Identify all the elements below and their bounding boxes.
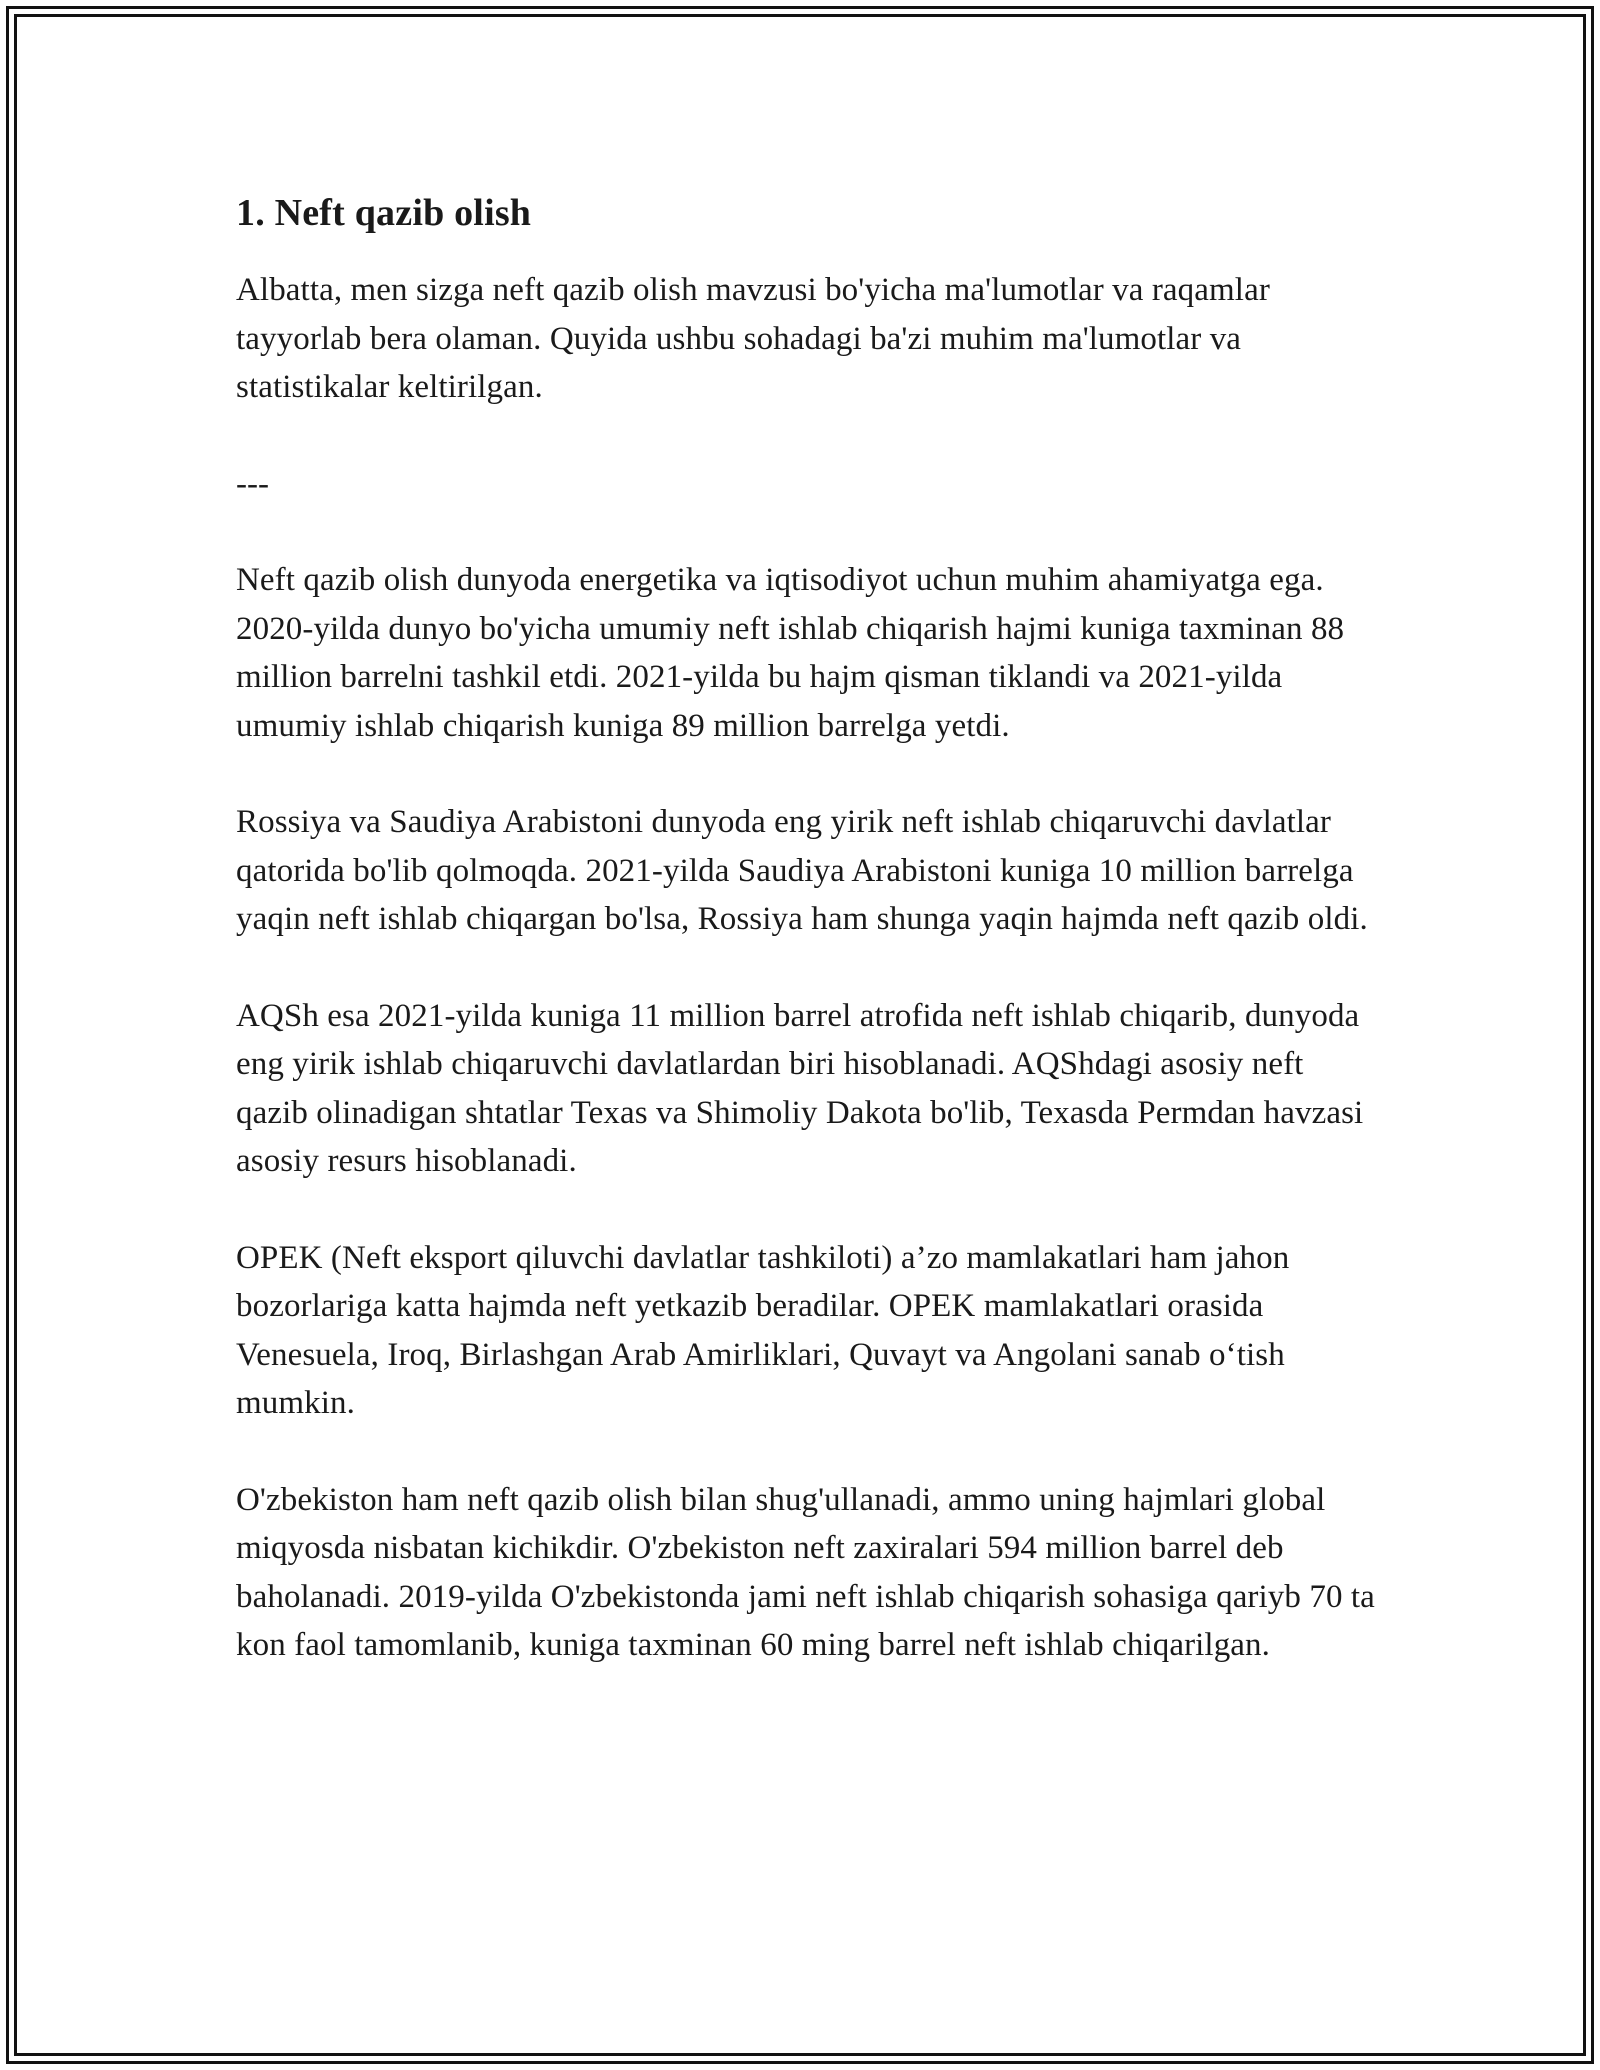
document-title: 1. Neft qazib olish — [236, 192, 532, 234]
intro-paragraph: Albatta, men sizga neft qazib olish mavzusi bo'yicha ma'lumotlar va raqamlar tayyorlab bera olaman. Quyida ushbu sohadagi ba'zi muhim ma'lumotlar va statistikalar keltirilgan. — [236, 272, 1270, 405]
paragraph-uzbekistan: O'zbekiston ham neft qazib olish bilan shug'ullanadi, ammo uning hajmlari global miqyosda nisbatan kichikdir. O'zbekiston neft zaxiralari 594 million barrel deb baholanadi. 2019-yilda O'zbekistonda jami neft ishlab chiqarish sohasiga qariyb 70 ta kon faol tamomlanib, kuniga taxminan 60 ming barrel neft ishlab chiqarilgan. — [236, 1481, 1375, 1663]
paragraph-russia-saudi: Rossiya va Saudiya Arabistoni dunyoda eng yirik neft ishlab chiqaruvchi davlatlar qatorida bo'lib qolmoqda. 2021-yilda Saudiya Arabistoni kuniga 10 million barrelga yaqin neft ishlab chiqargan bo'lsa, Rossiya ham shunga yaqin hajmda neft qazib oldi. — [236, 804, 1368, 937]
document-body — [236, 186, 1376, 1670]
paragraph-world-production: Neft qazib olish dunyoda energetika va iqtisodiyot uchun muhim ahamiyatga ega. 2020-yilda dunyo bo'yicha umumiy neft ishlab chiqarish hajmi kuniga taxminan 88 million barrelni tashkil etdi. 2021-yilda bu hajm qisman tiklandi va 2021-yilda umumiy ishlab chiqarish kuniga 89 million barrelga yetdi. — [236, 562, 1345, 744]
paragraph-usa: AQSh esa 2021-yilda kuniga 11 million barrel atrofida neft ishlab chiqarib, dunyoda eng yirik ishlab chiqaruvchi davlatlardan biri hisoblanadi. AQShdagi asosiy neft qazib olinadigan shtatlar Texas va Shimoliy Dakota bo'lib, Texasda Permdan havzasi asosiy resurs hisoblanadi. — [236, 997, 1364, 1179]
section-separator: --- — [236, 465, 269, 502]
paragraph-opec: OPEK (Neft eksport qiluvchi davlatlar tashkiloti) a’zo mamlakatlari ham jahon bozorlariga katta hajmda neft yetkazib beradilar. OPEK mamlakatlari orasida Venesuela, Iroq, Birlashgan Arab Amirliklari, Quvayt va Angolani sanab o‘tish mumkin. — [236, 1239, 1290, 1421]
